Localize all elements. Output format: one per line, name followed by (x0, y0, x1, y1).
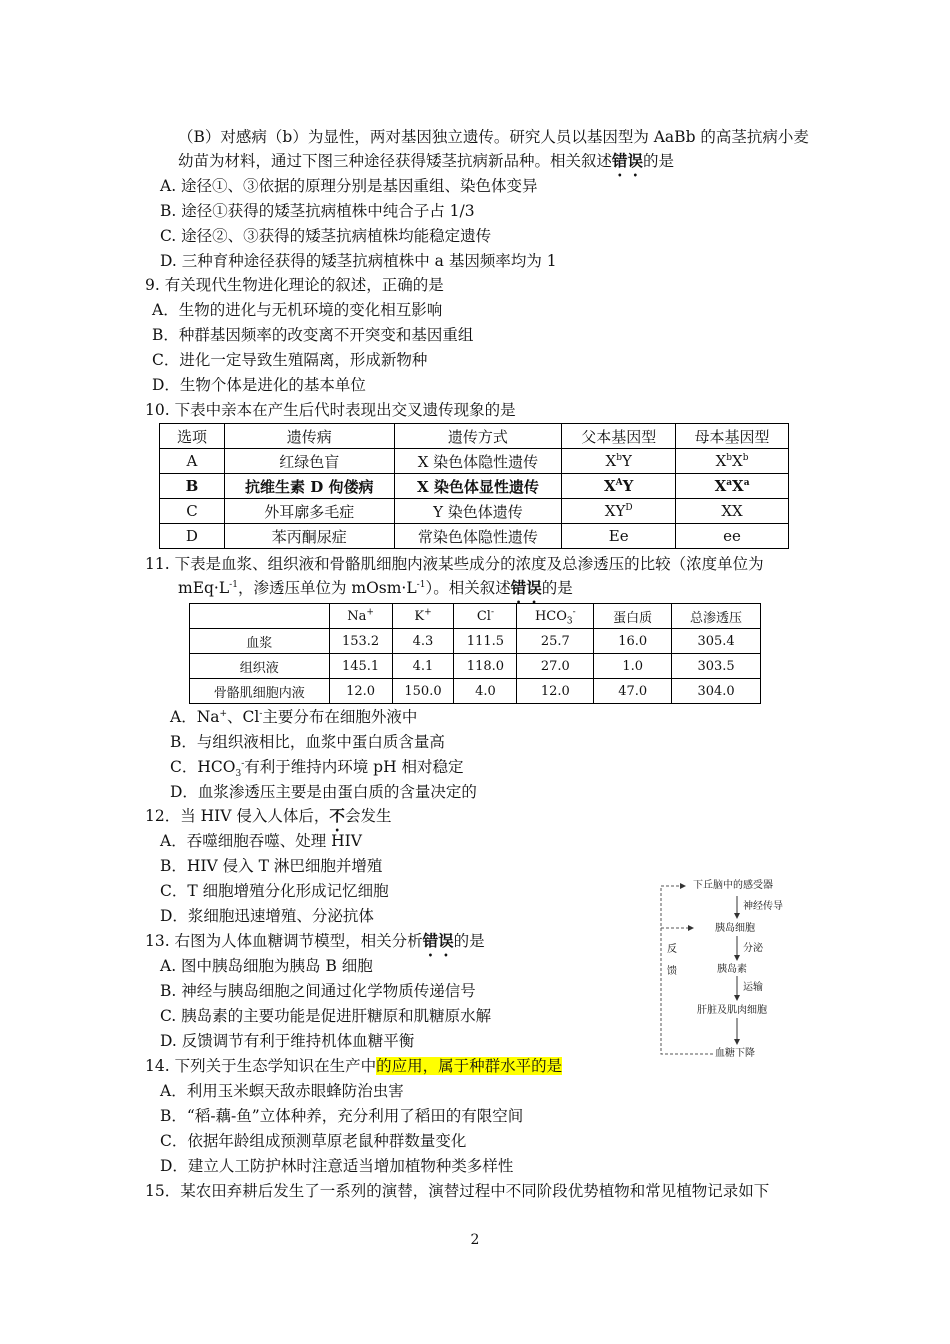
table-cell: 150.0 (392, 679, 454, 704)
table-cell: 常染色体隐性遗传 (394, 524, 562, 549)
q13-option-a: A. 图中胰岛细胞为胰岛 B 细胞 (160, 957, 373, 975)
table-cell: 外耳廓多毛症 (224, 499, 394, 524)
emphasis-not: 不 (329, 806, 345, 825)
q14-option-a: A．利用玉米螟天敌赤眼蜂防治虫害 (160, 1082, 404, 1100)
table-row (190, 679, 761, 704)
table-cell: 16.0 (594, 629, 672, 654)
table-cell: 苯丙酮尿症 (224, 524, 394, 549)
q13-option-d: D. 反馈调节有利于维持机体血糖平衡 (160, 1032, 415, 1050)
table-header: 选项 (160, 424, 225, 449)
genotype-cell: $X^AY$ (562, 474, 676, 499)
q8-option-b: B. 途径①获得的矮茎抗病植株中纯合子占 1/3 (160, 202, 475, 220)
table-header: $HCO_3^-$ (517, 604, 594, 629)
table-cell: 305.4 (672, 629, 761, 654)
table-cell: 4.1 (392, 654, 454, 679)
table-header (190, 604, 330, 629)
table-cell: Ee (562, 524, 676, 549)
highlighted-text: 的应用，属于种群水平的是 (376, 1057, 563, 1075)
table-cell: Y 染色体遗传 (394, 499, 562, 524)
q9-option-d: D．生物个体是进化的基本单位 (152, 376, 366, 394)
table-cell: 111.5 (454, 629, 517, 654)
table-cell: 4.0 (454, 679, 517, 704)
table-header: 蛋白质 (594, 604, 672, 629)
table-cell: 1.0 (594, 654, 672, 679)
table-cell: 118.0 (454, 654, 517, 679)
q13-option-c: C. 胰岛素的主要功能是促进肝糖原和肌糖原水解 (160, 1007, 492, 1025)
q12-option-a: A．吞噬细胞吞噬、处理 HIV (160, 832, 362, 850)
q12-option-c: C．T 细胞增殖分化形成记忆细胞 (160, 882, 389, 900)
q10-stem: 10. 下表中亲本在产生后代时表现出交叉遗传现象的是 (145, 401, 516, 419)
node-islet-cell: 胰岛细胞 (715, 923, 755, 934)
table-cell: 304.0 (672, 679, 761, 704)
q11-option-c: C．$HCO_3^-$有利于维持内环境 pH 相对稳定 (170, 758, 464, 780)
table-row (190, 629, 761, 654)
page-number: 2 (470, 1232, 480, 1248)
emphasis-wrong: 错误 (510, 578, 542, 597)
table-cell: 12.0 (329, 679, 392, 704)
q8-line2: 幼苗为材料，通过下图三种途径获得矮茎抗病新品种。相关叙述错误的是 (178, 151, 675, 170)
edge-nerve-conduction: 神经传导 (743, 901, 783, 912)
q11-option-a: A．Na+、Cl-主要分布在细胞外液中 (170, 708, 418, 726)
q14-option-c: C．依据年龄组成预测草原老鼠种群数量变化 (160, 1132, 467, 1150)
genotype-cell: $X^bX^b$ (676, 449, 789, 474)
genotype-cell: $X^bY$ (562, 449, 676, 474)
q11-option-d: D．血浆渗透压主要是由蛋白质的含量决定的 (170, 783, 477, 801)
q8-option-c: C. 途径②、③获得的矮茎抗病植株均能稳定遗传 (160, 227, 492, 245)
table-cell: X 染色体显性遗传 (394, 474, 562, 499)
table-cell: 骨骼肌细胞内液 (190, 679, 330, 704)
q9-option-b: B．种群基因频率的改变离不开突变和基因重组 (152, 326, 474, 344)
q8-line1: （B）对感病（b）为显性，两对基因独立遗传。研究人员以基因型为 AaBb 的高茎抗病小麦 (178, 128, 809, 146)
node-insulin: 胰岛素 (717, 964, 747, 975)
table-cell: 27.0 (517, 654, 594, 679)
table-cell: ee (676, 524, 789, 549)
table-header-row (160, 424, 789, 449)
table-cell: A (160, 449, 225, 474)
table-header: K+ (392, 604, 454, 629)
table-cell: X 染色体隐性遗传 (394, 449, 562, 474)
q15-stem: 15．某农田弃耕后发生了一系列的演替，演替过程中不同阶段优势植物和常见植物记录如下 (145, 1182, 770, 1200)
emphasis-wrong: 错误 (612, 151, 644, 170)
q12-option-b: B．HIV 侵入 T 淋巴细胞并增殖 (160, 857, 383, 875)
q13-stem: 13. 右图为人体血糖调节模型，相关分析错误的是 (145, 931, 485, 950)
table-cell: 红绿色盲 (224, 449, 394, 474)
table-header: 总渗透压 (672, 604, 761, 629)
q14-option-b: B．“稻-藕-鱼”立体种养，充分利用了稻田的有限空间 (160, 1107, 524, 1125)
q9-option-c: C．进化一定导致生殖隔离，形成新物种 (152, 351, 428, 369)
table-row (160, 524, 789, 549)
table-row (160, 474, 789, 499)
q11-table (189, 603, 761, 704)
table-header: 遗传方式 (394, 424, 562, 449)
q11-stem-line2: $mEq\cdot L^{-1}$，渗透压单位为 $mOsm\cdot L^{-1}$）。相关叙述错误的是 (178, 578, 573, 597)
q11-option-b: B．与组织液相比，血浆中蛋白质含量高 (170, 733, 445, 751)
feedback-label-1: 反 (667, 944, 677, 955)
table-row (190, 654, 761, 679)
table-cell: 血浆 (190, 629, 330, 654)
table-header: Cl- (454, 604, 517, 629)
q10-table (159, 423, 789, 549)
edge-transport: 运输 (743, 982, 763, 993)
q12-stem: 12．当 HIV 侵入人体后，不会发生 (145, 806, 392, 825)
table-header: Na+ (329, 604, 392, 629)
table-cell: XX (676, 499, 789, 524)
table-cell: 47.0 (594, 679, 672, 704)
q8-option-a: A. 途径①、③依据的原理分别是基因重组、染色体变异 (160, 177, 538, 195)
q8-option-d: D. 三种育种途径获得的矮茎抗病植株中 a 基因频率均为 1 (160, 252, 557, 270)
feedback-label-2: 馈 (667, 966, 677, 977)
table-header: 遗传病 (224, 424, 394, 449)
edge-secretion: 分泌 (743, 943, 763, 954)
q14-option-d: D．建立人工防护林时注意适当增加植物种类多样性 (160, 1157, 514, 1175)
q13-option-b: B. 神经与胰岛细胞之间通过化学物质传递信号 (160, 982, 476, 1000)
table-cell: C (160, 499, 225, 524)
table-header: 父本基因型 (562, 424, 676, 449)
table-row (160, 499, 789, 524)
blood-sugar-diagram (655, 878, 815, 1060)
table-cell: 25.7 (517, 629, 594, 654)
node-liver-muscle: 肝脏及肌肉细胞 (697, 1005, 767, 1016)
table-row (160, 449, 789, 474)
table-cell: 12.0 (517, 679, 594, 704)
genotype-cell: $X^aX^a$ (676, 474, 789, 499)
table-cell: B (160, 474, 225, 499)
emphasis-wrong: 错误 (422, 931, 454, 950)
table-cell: 抗维生素 D 佝偻病 (224, 474, 394, 499)
table-header: 母本基因型 (676, 424, 789, 449)
q14-stem: 14. 下列关于生态学知识在生产中的应用，属于种群水平的是 (145, 1057, 563, 1075)
table-cell: 153.2 (329, 629, 392, 654)
table-cell: D (160, 524, 225, 549)
table-cell: 145.1 (329, 654, 392, 679)
node-hypothalamus-receptor: 下丘脑中的感受器 (693, 880, 773, 891)
genotype-cell: $XY^D$ (562, 499, 676, 524)
table-cell: 4.3 (392, 629, 454, 654)
table-cell: 303.5 (672, 654, 761, 679)
node-blood-sugar-drop: 血糖下降 (715, 1048, 755, 1059)
q12-option-d: D．浆细胞迅速增殖、分泌抗体 (160, 907, 374, 925)
table-header-row (190, 604, 761, 629)
q9-option-a: A．生物的进化与无机环境的变化相互影响 (152, 301, 443, 319)
q9-stem: 9. 有关现代生物进化理论的叙述，正确的是 (145, 276, 444, 294)
q11-stem: 11. 下表是血浆、组织液和骨骼肌细胞内液某些成分的浓度及总渗透压的比较（浓度单位为 (145, 555, 764, 573)
table-cell: 组织液 (190, 654, 330, 679)
